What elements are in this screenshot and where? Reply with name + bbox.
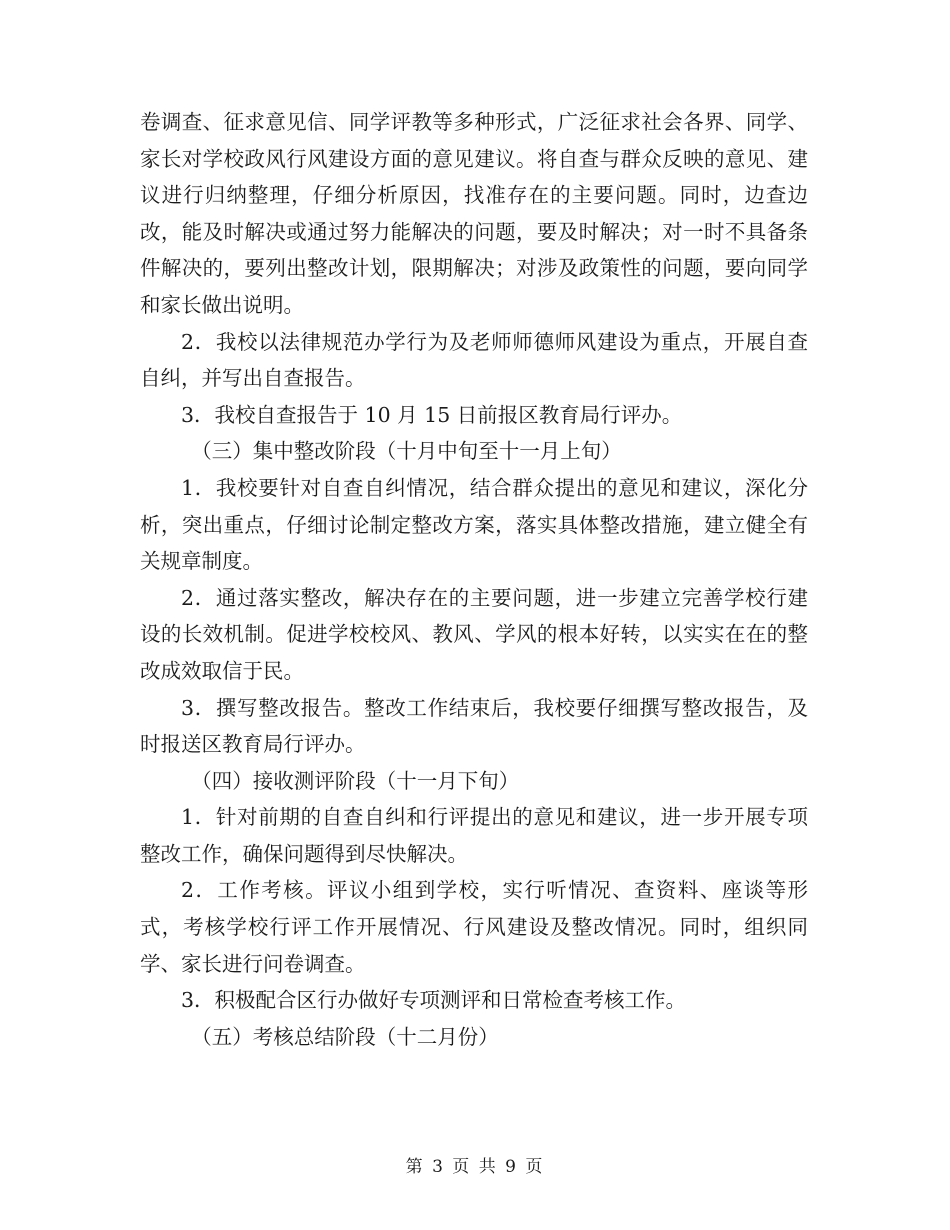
paragraph-item: 3．积极配合区行办做好专项测评和日常检查考核工作。 [181, 988, 687, 1013]
paragraph-item: 3．我校自查报告于 10 月 15 日前报区教育局行评办。 [181, 402, 683, 427]
section-heading: （五）考核总结阶段（十二月份） [191, 1024, 499, 1049]
paragraph-item: 2．通过落实整改，解决存在的主要问题，进一步建立完善学校行建设的长效机制。促进学校校风、教风、学风的根本好转，以实实在在的整改成效取信于民。 [140, 585, 808, 683]
paragraph-item: 2．工作考核。评议小组到学校，实行听情况、查资料、座谈等形式，考核学校行评工作开展情况、行风建设及整改情况。同时，组织同学、家长进行问卷调查。 [140, 878, 808, 976]
page-number-footer: 第 3 页 共 9 页 [405, 1157, 545, 1177]
document-body [140, 104, 808, 1055]
paragraph-item: 2．我校以法律规范办学行为及老师师德师风建设为重点，开展自查自纠，并写出自查报告。 [140, 329, 808, 391]
paragraph-item: 1．针对前期的自查自纠和行评提出的意见和建议，进一步开展专项整改工作，确保问题得到尽快解决。 [140, 805, 808, 866]
section-heading: （四）接收测评阶段（十一月下旬） [191, 768, 520, 793]
section-heading: （三）集中整改阶段（十月中旬至十一月上旬） [191, 439, 622, 464]
paragraph-item: 1．我校要针对自查自纠情况，结合群众提出的意见和建议，深化分析，突出重点，仔细讨论制定整改方案，落实具体整改措施，建立健全有关规章制度。 [140, 475, 808, 574]
paragraph-item: 3．撰写整改报告。整改工作结束后，我校要仔细撰写整改报告，及时报送区教育局行评办。 [140, 695, 808, 757]
paragraph-continued: 卷调查、征求意见信、同学评教等多种形式，广泛征求社会各界、同学、家长对学校政风行风建设方面的意见建议。将自查与群众反映的意见、建议进行归纳整理，仔细分析原因，找准存在的主要问题。同时，边查边改，能及时解决或通过努力能解决的问题，要及时解决；对一时不具备条件解决的，要列出整改计划，限期解决；对涉及政策性的问题，要向同学和家长做出说明。 [140, 110, 808, 317]
